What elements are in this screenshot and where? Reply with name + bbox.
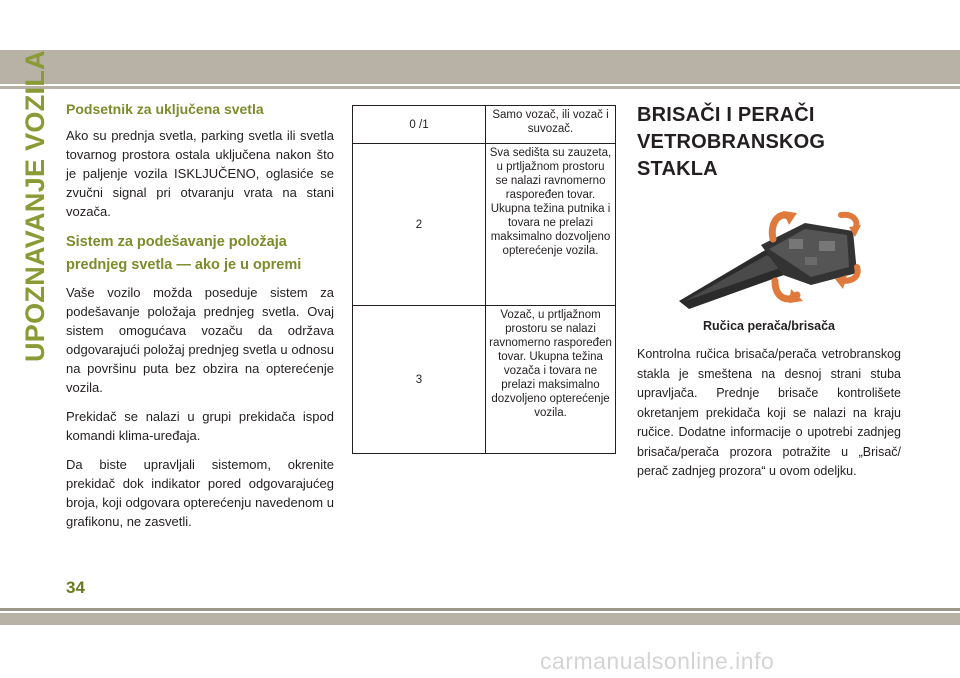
header-band [0,50,960,84]
table-cell-description: Vozač, u prtljažnom prostoru se nalazi ravnomerno raspoređen tovar. Ukupna težina vozača i tovara ne prelazi maksimalno dozvoljeno opterećenje vozila. [486,306,616,454]
table-row [353,144,616,306]
table-cell-description: Samo vozač, ili vozač i suvozač. [486,106,616,144]
heading-lights-reminder: Podsetnik za uključena svetla [66,101,264,117]
table-row [353,106,616,144]
table-cell-description: Sva sedišta su zauzeta, u prtljažnom prostoru se nalazi ravnomerno raspoređen tovar. Ukupna težina putnika i tovara ne prelazi maksimalno dozvoljeno opterećenje vozila. [486,144,616,306]
right-column [637,98,901,482]
table-cell-setting: 2 [353,144,486,306]
footer-rule [0,608,960,611]
wiper-stalk-image [671,209,861,309]
paragraph-headlight-leveling: Vaše vozilo možda poseduje sistem za podešavanje položaja prednjeg svetla. Ovaj sistem omogućava vozaču da održava odgovarajući položaj prednjeg svetla u odnosu na površinu puta bez obzira na opterećenje vozila. [66,285,334,395]
image-caption: Ručica perača/brisača [702,319,836,333]
table-cell-setting: 0 /1 [353,106,486,144]
watermark: carmanualsonline.info [540,648,775,674]
heading-wipers: BRISAČI I PERAČI VETROBRANSKOG STAKLA [637,104,826,180]
header-rule [0,86,960,89]
paragraph-switch-location: Prekidač se nalazi u grupi prekidača ispod komandi klima-uređaja. [66,409,334,443]
paragraph-lights-reminder: Ako su prednja svetla, parking svetla ili svetla tovarnog prostora ostala uključena nakon što je paljenje vozila ISKLJUČENO, oglasiće se zvučni signal pri otvaranju vrata na stani vozača. [66,128,334,219]
table-cell-setting: 3 [353,306,486,454]
section-side-title: UPOZNAVANJE VOZILA [20,50,50,362]
heading-headlight-leveling: Sistem za podešavanje položaja prednjeg svetla — ako je u opremi [66,234,302,273]
left-column [66,98,334,541]
paragraph-wipers: Kontrolna ručica brisača/perača vetrobranskog stakla je smeštena na desnoj strani stuba upravljača. Prednje brisače kontrolišete okretanjem prekidača koji se nalazi na kraju ručice. Dodatne informacije o upotrebi zadnjeg brisača/perača prozora potražite u „Brisač/ perač zadnjeg prozora“ u ovom odeljku. [637,347,901,478]
load-settings-table [352,105,616,454]
footer-band [0,613,960,625]
paragraph-operation: Da biste upravljali sistemom, okrenite prekidač dok indikator pored odgovarajućeg broja, koji odgovara opterećenju navedenom u grafikonu, ne zasvetli. [66,457,334,529]
page-number: 34 [66,578,85,597]
table-row [353,306,616,454]
